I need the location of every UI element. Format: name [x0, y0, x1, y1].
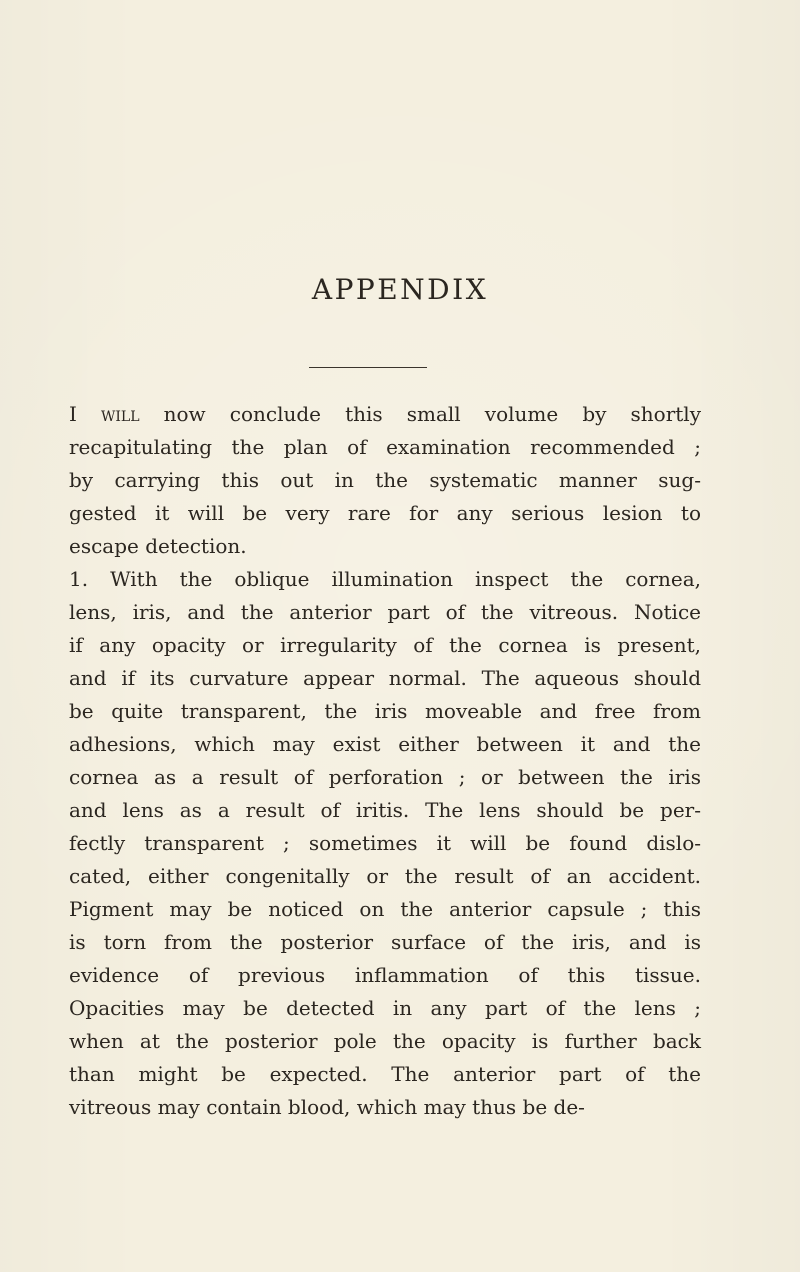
text-line: vitreous may contain blood, which may thus be de-: [69, 1095, 585, 1119]
line-lead: I: [69, 402, 101, 426]
text-line: gested it will be very rare for any serious lesion to: [69, 501, 701, 525]
text-line: cornea as a result of perforation ; or between the iris: [69, 765, 701, 789]
text-line: is torn from the posterior surface of the iris, and is: [69, 930, 701, 954]
text-line: than might be expected. The anterior part of the: [69, 1062, 701, 1086]
text-line: if any opacity or irregularity of the cornea is present,: [69, 633, 701, 657]
body-text: [69, 398, 701, 1124]
text-line: cated, either congenitally or the result of an accident.: [69, 864, 701, 888]
text-line: evidence of previous inflammation of this tissue.: [69, 963, 701, 987]
text-line: be quite transparent, the iris moveable and free from: [69, 699, 701, 723]
text-line: adhesions, which may exist either between it and the: [69, 732, 701, 756]
text-line: Opacities may be detected in any part of the lens ;: [69, 996, 701, 1020]
text-line: escape detection.: [69, 534, 247, 558]
text-line: fectly transparent ; sometimes it will be found dislo-: [69, 831, 701, 855]
line-smallcaps-word: will: [101, 402, 140, 426]
text-line: by carrying this out in the systematic manner sug-: [69, 468, 701, 492]
text-line: lens, iris, and the anterior part of the vitreous. Notice: [69, 600, 701, 624]
text-line: 1. With the oblique illumination inspect the cornea,: [69, 567, 701, 591]
page-title: APPENDIX: [311, 273, 489, 306]
heading-divider: [309, 367, 427, 368]
text-line: and if its curvature appear normal. The aqueous should: [69, 666, 701, 690]
text-line: and lens as a result of iritis. The lens should be per-: [69, 798, 701, 822]
line-rest: now conclude this small volume by shortly: [139, 402, 701, 426]
text-line: when at the posterior pole the opacity is further back: [69, 1029, 701, 1053]
text-line: Pigment may be noticed on the anterior capsule ; this: [69, 897, 701, 921]
text-line: recapitulating the plan of examination recommended ;: [69, 435, 701, 459]
text-line: [69, 398, 701, 431]
